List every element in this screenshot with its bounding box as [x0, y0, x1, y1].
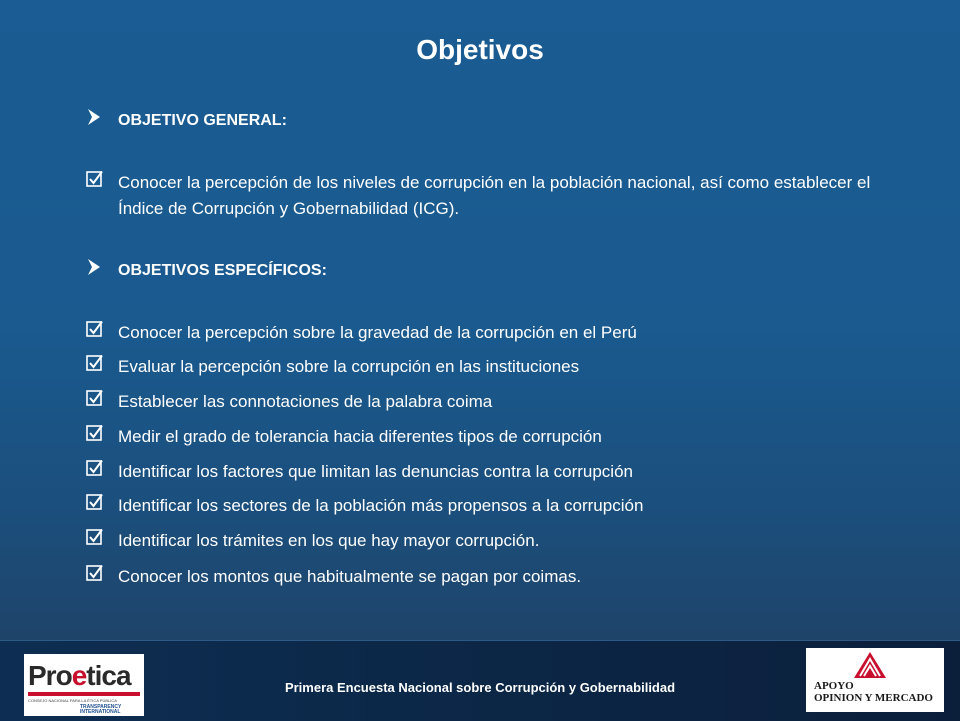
list-item-text: Evaluar la percepción sobre la corrupción en las instituciones	[118, 357, 580, 376]
transparency-international-mark: TRANSPARENCY INTERNATIONAL	[80, 704, 122, 715]
checkbox-checked-icon	[86, 424, 118, 442]
list-item	[86, 528, 876, 554]
list-item	[86, 493, 876, 519]
general-objective-text: Conocer la percepción de los niveles de corrupción en la población nacional, así como establecer el Índice de Corrupción y Gobernabilidad (ICG).	[118, 173, 871, 218]
list-item	[86, 459, 876, 485]
arrowhead-icon	[86, 258, 118, 276]
arrowhead-icon	[86, 108, 118, 126]
list-item	[86, 320, 876, 346]
checkbox-checked-icon	[86, 320, 118, 338]
checkbox-checked-icon	[86, 459, 118, 477]
general-heading-row	[86, 108, 876, 134]
proetica-logo-name: Proetica	[28, 660, 131, 691]
checkbox-checked-icon	[86, 389, 118, 407]
apoyo-logo-line2: OPINION Y MERCADO	[814, 692, 933, 704]
apoyo-emblem-icon	[850, 650, 890, 680]
apoyo-logo-line1: APOYO	[814, 680, 854, 692]
general-heading: OBJETIVO GENERAL:	[118, 112, 287, 129]
apoyo-logo	[806, 648, 944, 712]
proetica-logo	[24, 654, 144, 716]
slide-title: Objetivos	[416, 34, 544, 65]
list-item-text: Identificar los sectores de la población más propensos a la corrupción	[118, 496, 644, 515]
general-objective-item	[86, 170, 876, 222]
list-item-text: Conocer los montos que habitualmente se pagan por coimas.	[118, 567, 582, 586]
list-item-text: Establecer las connotaciones de la palabra coima	[118, 392, 493, 411]
specific-heading: OBJETIVOS ESPECÍFICOS:	[118, 262, 327, 279]
list-item	[86, 564, 876, 590]
checkbox-checked-icon	[86, 528, 118, 546]
list-item	[86, 389, 876, 415]
list-item-text: Conocer la percepción sobre la gravedad de la corrupción en el Perú	[118, 323, 637, 342]
checkbox-checked-icon	[86, 170, 118, 188]
list-item-text: Identificar los factores que limitan las denuncias contra la corrupción	[118, 462, 633, 481]
proetica-logo-subtitle: CONSEJO NACIONAL PARA LA ÉTICA PÚBLICA	[28, 698, 117, 703]
footer-title: Primera Encuesta Nacional sobre Corrupción y Gobernabilidad	[284, 680, 676, 695]
checkbox-checked-icon	[86, 564, 118, 582]
proetica-logo-bar	[28, 692, 140, 696]
list-item	[86, 424, 876, 450]
checkbox-checked-icon	[86, 493, 118, 511]
checkbox-checked-icon	[86, 354, 118, 372]
specific-heading-row	[86, 258, 876, 284]
list-item	[86, 354, 876, 380]
list-item-text: Identificar los trámites en los que hay mayor corrupción.	[118, 531, 540, 550]
list-item-text: Medir el grado de tolerancia hacia diferentes tipos de corrupción	[118, 427, 602, 446]
